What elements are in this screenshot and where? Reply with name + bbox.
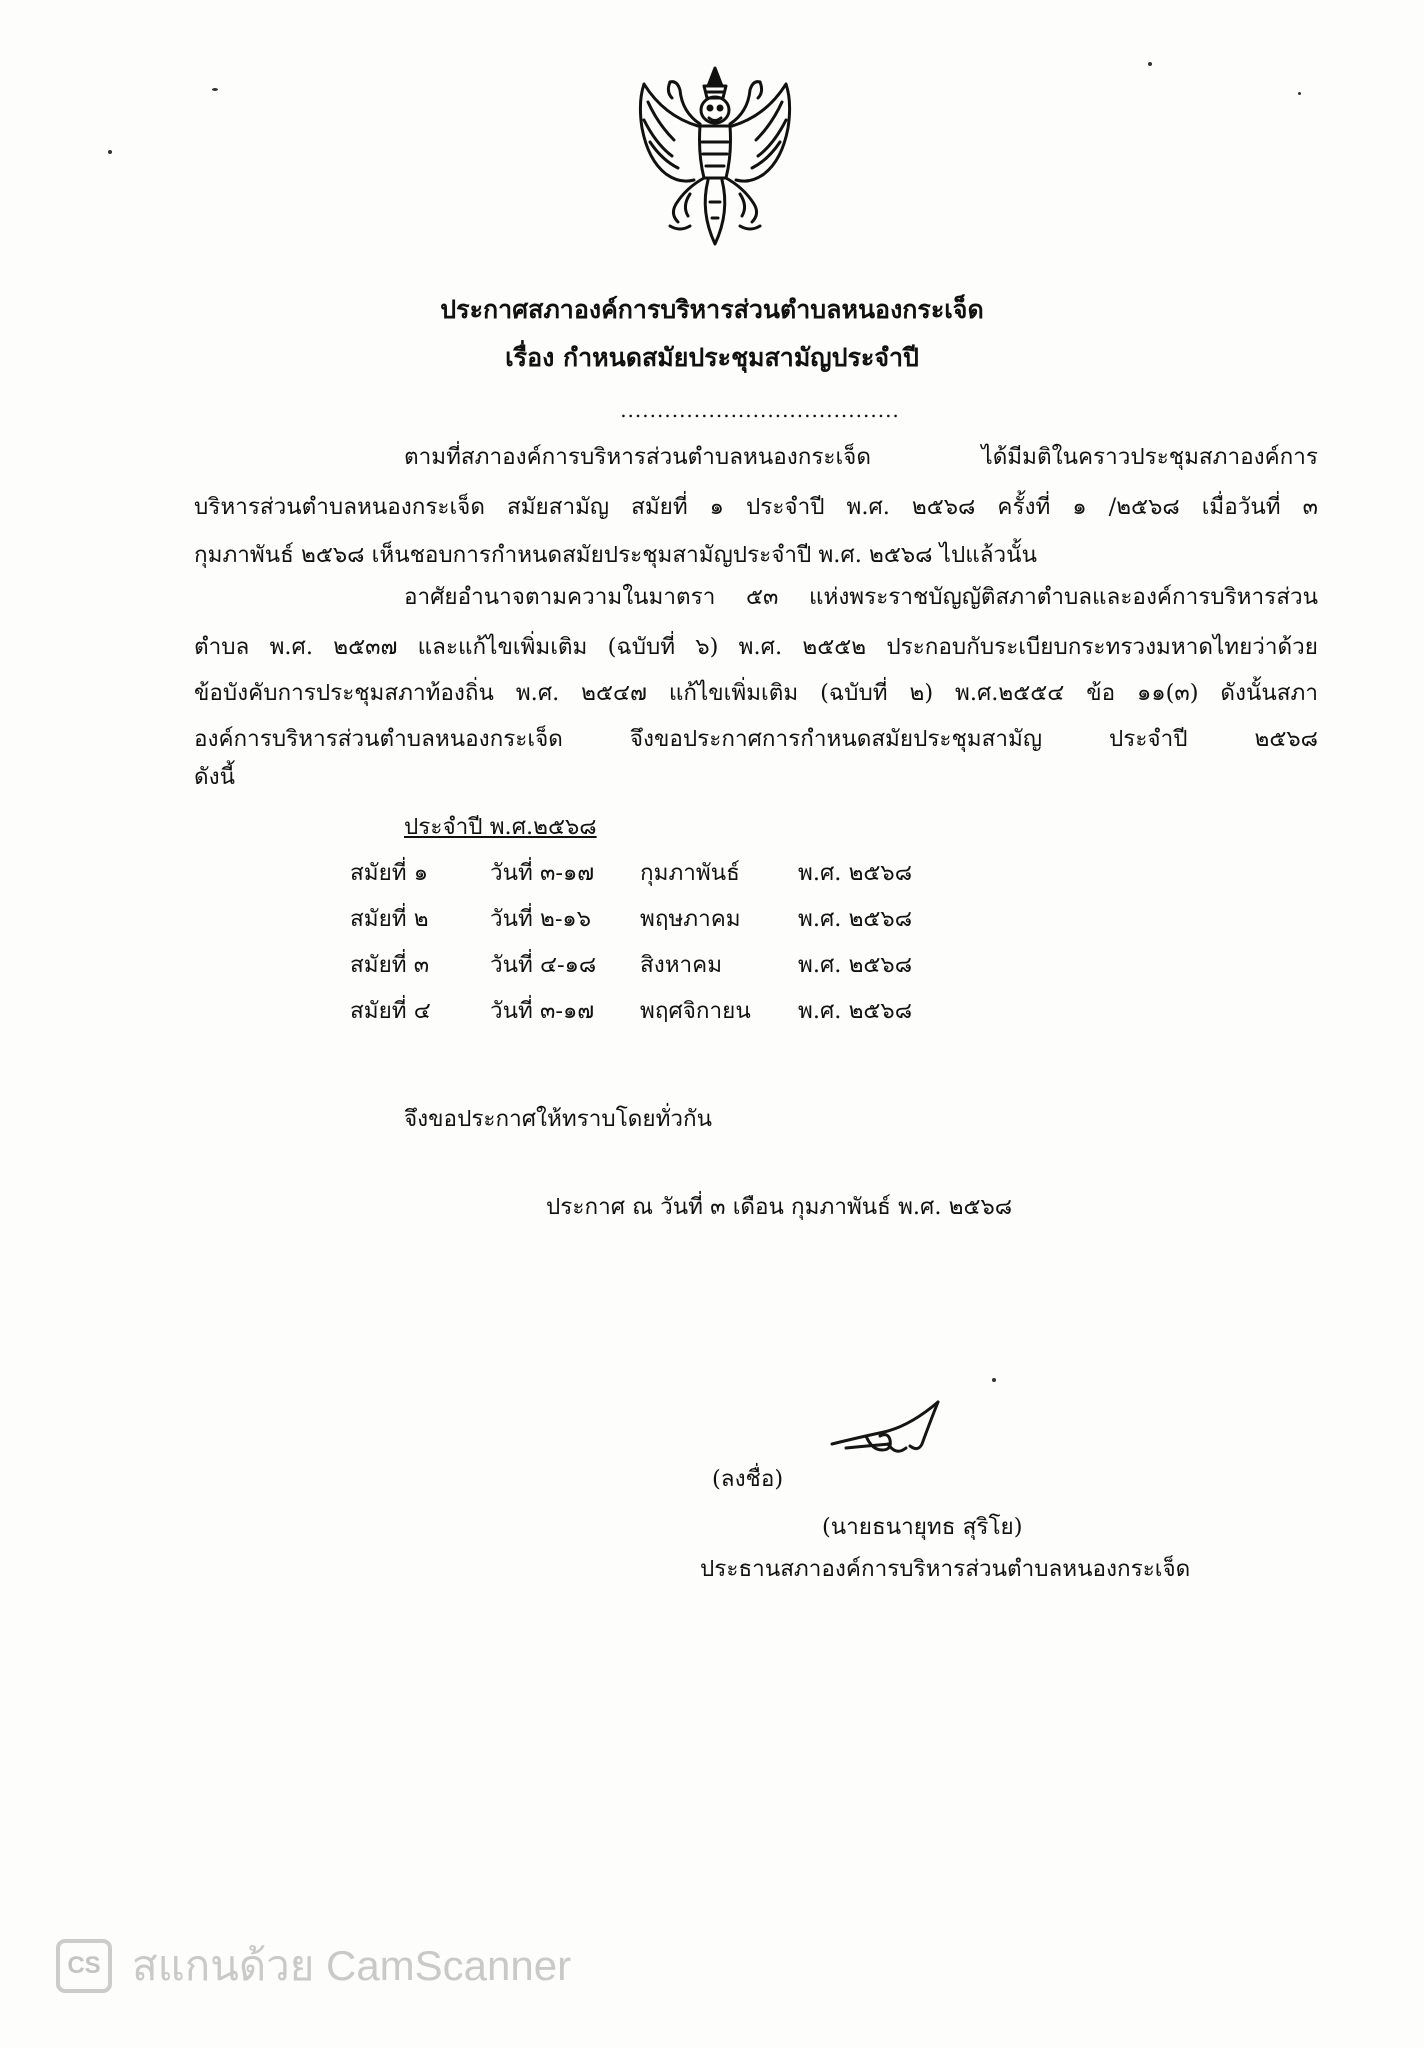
- schedule-row: [350, 992, 912, 1028]
- announcement-subject: เรื่อง กำหนดสมัยประชุมสามัญประจำปี: [505, 343, 919, 372]
- signer-position: ประธานสภาองค์การบริหารส่วนตำบลหนองกระเจ็ด: [700, 1556, 1191, 1582]
- schedule-row: [350, 900, 912, 936]
- scan-speck: [212, 88, 218, 91]
- paragraph-2-line-3: ข้อบังคับการประชุมสภาท้องถิ่น พ.ศ. ๒๕๔๗ แก้ไขเพิ่มเติม (ฉบับที่ ๒) พ.ศ.๒๕๕๔ ข้อ ๑๑(๓) ดังนั้นสภา: [194, 680, 1318, 706]
- paragraph-2-line-2: ตำบล พ.ศ. ๒๕๓๗ และแก้ไขเพิ่มเติม (ฉบับที่ ๖) พ.ศ. ๒๕๕๒ ประกอบกับระเบียบกระทรวงมหาดไทยว่าด้วย: [194, 634, 1318, 660]
- garuda-emblem-icon: [630, 62, 800, 252]
- schedule-heading: ประจำปี พ.ศ.๒๕๖๘: [404, 814, 597, 840]
- schedule-session: สมัยที่ ๒: [350, 906, 429, 932]
- watermark-text: สแกนด้วย CamScanner: [132, 1942, 572, 1989]
- signer-name: (นายธนายุทธ สุริโย): [822, 1514, 1023, 1540]
- schedule-row: [350, 946, 912, 982]
- schedule-session: สมัยที่ ๓: [350, 952, 430, 978]
- scan-speck: [108, 150, 112, 154]
- schedule-month: กุมภาพันธ์: [640, 860, 740, 886]
- scan-speck: [1148, 62, 1152, 66]
- schedule-year: พ.ศ. ๒๕๖๘: [798, 906, 913, 932]
- schedule-month: พฤษภาคม: [640, 906, 741, 932]
- closing-statement: จึงขอประกาศให้ทราบโดยทั่วกัน: [404, 1106, 713, 1132]
- paragraph-1-line-3: กุมภาพันธ์ ๒๕๖๘ เห็นชอบการกำหนดสมัยประชุมสามัญประจำปี พ.ศ. ๒๕๖๘ ไปแล้วนั้น: [194, 542, 1037, 568]
- announcement-title: ประกาศสภาองค์การบริหารส่วนตำบลหนองกระเจ็ด: [440, 295, 984, 324]
- paragraph-2-line-1: อาศัยอำนาจตามความในมาตรา ๕๓ แห่งพระราชบัญญัติสภาตำบลและองค์การบริหารส่วน: [404, 584, 1318, 610]
- schedule-row: [350, 854, 912, 890]
- schedule-month: พฤศจิกายน: [640, 998, 751, 1024]
- camscanner-watermark: [56, 1938, 571, 1994]
- paragraph-1-line-2: บริหารส่วนตำบลหนองกระเจ็ด สมัยสามัญ สมัยที่ ๑ ประจำปี พ.ศ. ๒๕๖๘ ครั้งที่ ๑ /๒๕๖๘ เมื่อวันที่ ๓: [194, 494, 1318, 520]
- schedule-year: พ.ศ. ๒๕๖๘: [798, 952, 913, 978]
- separator-dots: ......................................: [620, 398, 900, 422]
- schedule-session: สมัยที่ ๑: [350, 860, 429, 886]
- schedule-session: สมัยที่ ๔: [350, 998, 431, 1024]
- schedule-days: วันที่ ๔-๑๘: [490, 952, 597, 978]
- signature-label: (ลงชื่อ): [712, 1466, 784, 1492]
- announce-date: ประกาศ ณ วันที่ ๓ เดือน กุมภาพันธ์ พ.ศ. ๒๕๖๘: [546, 1194, 1013, 1220]
- schedule-days: วันที่ ๒-๑๖: [490, 906, 591, 932]
- schedule-year: พ.ศ. ๒๕๖๘: [798, 860, 913, 886]
- camscanner-logo-icon: CS: [56, 1939, 112, 1993]
- schedule-days: วันที่ ๓-๑๗: [490, 998, 595, 1024]
- schedule-year: พ.ศ. ๒๕๖๘: [798, 998, 913, 1024]
- schedule-month: สิงหาคม: [640, 952, 723, 978]
- paragraph-2-line-4: องค์การบริหารส่วนตำบลหนองกระเจ็ด จึงขอประกาศการกำหนดสมัยประชุมสามัญ ประจำปี ๒๕๖๘: [194, 726, 1318, 752]
- paragraph-2-line-5: ดังนี้: [194, 764, 235, 790]
- schedule-days: วันที่ ๓-๑๗: [490, 860, 595, 886]
- scan-speck: [1298, 92, 1301, 95]
- paragraph-1-line-1: ตามที่สภาองค์การบริหารส่วนตำบลหนองกระเจ็ด ได้มีมติในคราวประชุมสภาองค์การ: [404, 444, 1318, 470]
- scan-speck: [992, 1378, 996, 1382]
- handwritten-signature: [826, 1392, 966, 1472]
